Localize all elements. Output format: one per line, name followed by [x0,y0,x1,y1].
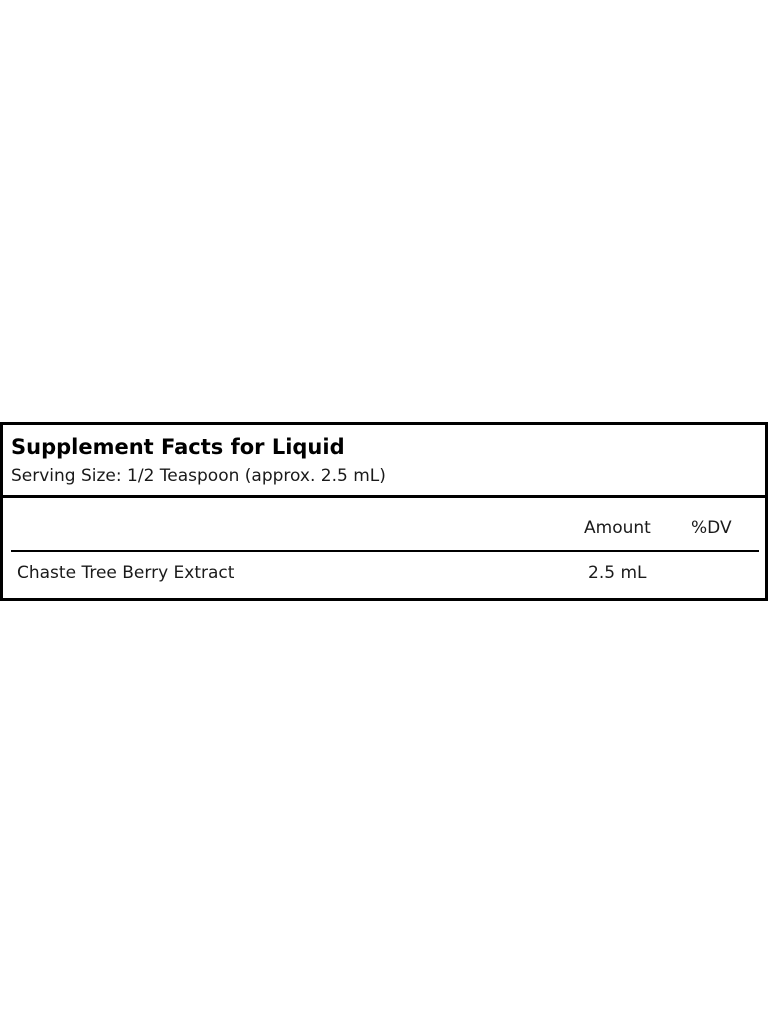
ingredient-name: Chaste Tree Berry Extract [17,563,235,583]
column-header-amount: Amount [584,518,651,538]
column-header-dv: %DV [691,518,732,538]
facts-title: Supplement Facts for Liquid [11,435,345,459]
header-divider [3,495,765,498]
serving-size: Serving Size: 1/2 Teaspoon (approx. 2.5 mL) [11,466,386,486]
ingredient-amount: 2.5 mL [588,563,647,583]
column-divider [11,550,759,552]
supplement-facts-panel [0,422,768,601]
